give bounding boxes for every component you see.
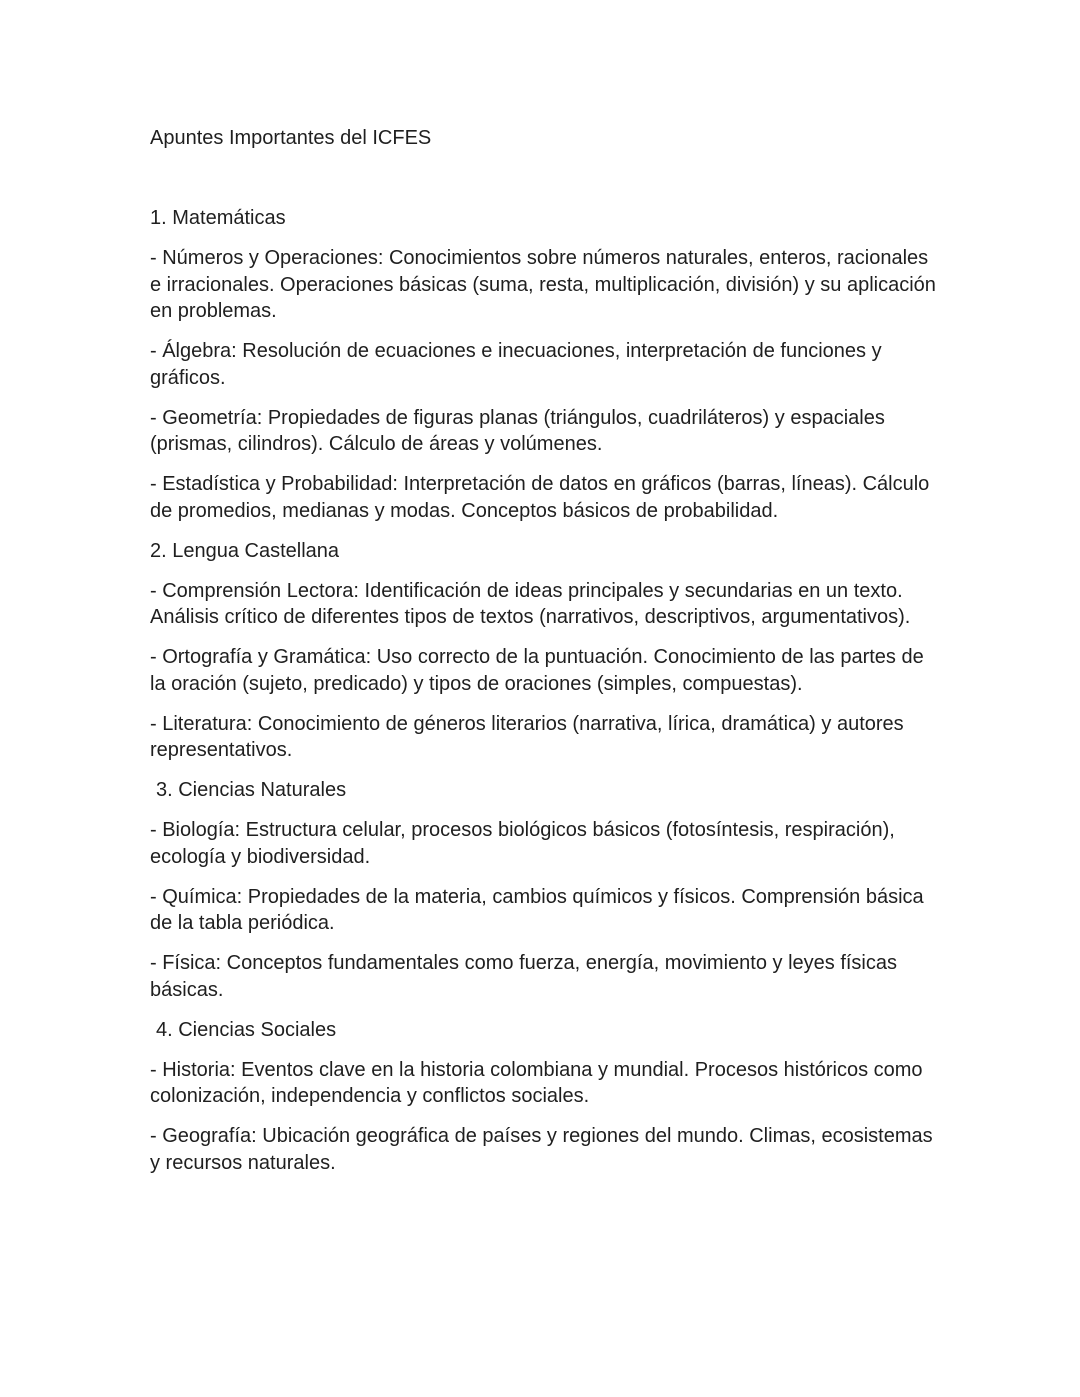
paragraph: - Estadística y Probabilidad: Interpretación de datos en gráficos (barras, líneas). Cálculo de promedios, medianas y modas. Conceptos básicos de probabilidad. <box>150 473 930 522</box>
paragraph: - Geografía: Ubicación geográfica de países y regiones del mundo. Climas, ecosistemas y recursos naturales. <box>150 1125 933 1174</box>
paragraph: - Biología: Estructura celular, procesos biológicos básicos (fotosíntesis, respiración), ecología y biodiversidad. <box>150 819 895 868</box>
document-body <box>150 205 940 1190</box>
section-heading: 3. Ciencias Naturales <box>156 779 347 801</box>
paragraph: - Física: Conceptos fundamentales como fuerza, energía, movimiento y leyes físicas básicas. <box>150 952 898 1001</box>
paragraph: - Geometría: Propiedades de figuras planas (triángulos, cuadriláteros) y espaciales (prismas, cilindros). Cálculo de áreas y volúmenes. <box>150 406 885 455</box>
paragraph: - Historia: Eventos clave en la historia colombiana y mundial. Procesos históricos como colonización, independencia y conflictos sociales. <box>150 1058 923 1107</box>
paragraph: - Comprensión Lectora: Identificación de ideas principales y secundarias en un texto. Análisis crítico de diferentes tipos de textos (narrativos, descriptivos, argumentativos). <box>150 579 911 628</box>
paragraph: - Química: Propiedades de la materia, cambios químicos y físicos. Comprensión básica de la tabla periódica. <box>150 885 924 934</box>
section-heading: 1. Matemáticas <box>150 207 286 229</box>
paragraph: - Ortografía y Gramática: Uso correcto de la puntuación. Conocimiento de las partes de la oración (sujeto, predicado) y tipos de oraciones (simples, compuestas). <box>150 646 924 695</box>
paragraph: - Literatura: Conocimiento de géneros literarios (narrativa, lírica, dramática) y autores representativos. <box>150 712 904 761</box>
section-heading: 2. Lengua Castellana <box>150 539 340 562</box>
section-heading: 4. Ciencias Sociales <box>156 1018 337 1041</box>
paragraph: - Álgebra: Resolución de ecuaciones e inecuaciones, interpretación de funciones y gráficos. <box>150 340 882 389</box>
paragraph: - Números y Operaciones: Conocimientos sobre números naturales, enteros, racionales e irracionales. Operaciones básicas (suma, resta, multiplicación, división) y su aplicación en problemas. <box>150 247 936 322</box>
document-title: Apuntes Importantes del ICFES <box>150 127 432 149</box>
